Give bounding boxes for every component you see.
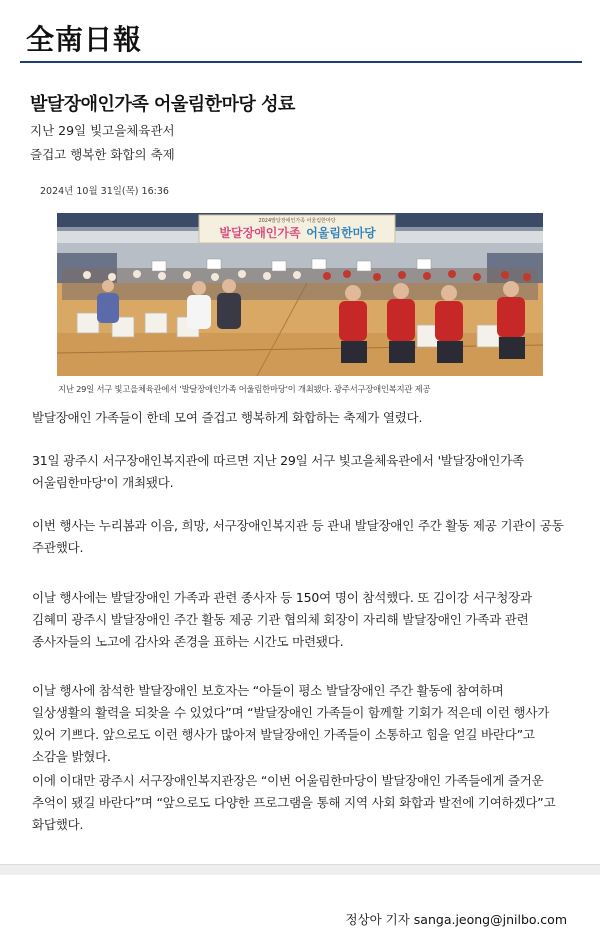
article-paragraph-4: 이날 행사에는 발달장애인 가족과 관련 종사자 등 150여 명이 참석했다. 또 김이강 서구청장과 김혜미 광주시 발달장애인 주간 활동 제공 기관 협의체 회장이 자리해 발달장애인 가족과 관련 종사자들의 노고에 감사와 존경을 표하는 시간도 마련됐다. xyxy=(32,590,532,649)
banner-text-1: 발달장애인가족 xyxy=(219,226,301,240)
newspaper-name: 全南日報 xyxy=(26,23,143,56)
article-paragraph-6: 이에 이대만 광주시 서구장애인복지관장은 “이번 어울림한마당이 발달장애인 가족들에게 즐거운 추억이 됐길 바란다”며 “앞으로도 다양한 프로그램을 통해 지역 사회 화합과 발전에 기여하겠다”고 화답했다. xyxy=(32,773,556,832)
publish-date: 2024년 10월 31일(목) 16:36 xyxy=(40,186,169,197)
header-divider xyxy=(20,61,582,63)
article-paragraph-1: 발달장애인 가족들이 한데 모여 즐겁고 행복하게 화합하는 축제가 열렸다. xyxy=(32,410,423,425)
banner-small-text: 2024발달장애인가족 어울림한마당 xyxy=(258,218,336,224)
reporter-byline[interactable]: 정상아 기자 sanga.jeong@jnilbo.com xyxy=(345,912,567,927)
article-paragraph-5: 이날 행사에 참석한 발달장애인 보호자는 “아들이 평소 발달장애인 주간 활동에 참여하며 일상생활의 활력을 되찾을 수 있었다”며 “발달장애인 가족들이 함께할 기회가 적은데 이런 행사가 있어 기쁘다. 앞으로도 이런 행사가 많아져 발달장애인 가족들이 소통하고 힘을 얻길 바란다”고 소감을 밝혔다. xyxy=(32,683,550,764)
article-subtitle-2: 즐겁고 행복한 화합의 축제 xyxy=(30,147,175,162)
article-paragraph-2: 31일 광주시 서구장애인복지관에 따르면 지난 29일 서구 빛고을체육관에서 '발달장애인가족 어울림한마당'이 개최됐다. xyxy=(32,453,524,490)
photo-caption: 지난 29일 서구 빛고을체육관에서 '발달장애인가족 어울림한마당'이 개최됐다. 광주서구장애인복지관 제공 xyxy=(58,384,431,394)
article-subtitle-1: 지난 29일 빛고을체육관서 xyxy=(30,123,175,138)
article-title: 발달장애인가족 어울림한마당 성료 xyxy=(30,94,295,115)
footer-divider xyxy=(0,864,600,875)
banner-text-2: 어울림한마당 xyxy=(306,226,376,240)
article-photo xyxy=(57,213,543,376)
article-paragraph-3: 이번 행사는 누리봄과 이음, 희망, 서구장애인복지관 등 관내 발달장애인 주간 활동 제공 기관이 공동 주관했다. xyxy=(32,518,564,555)
newspaper-logo[interactable] xyxy=(26,20,142,60)
